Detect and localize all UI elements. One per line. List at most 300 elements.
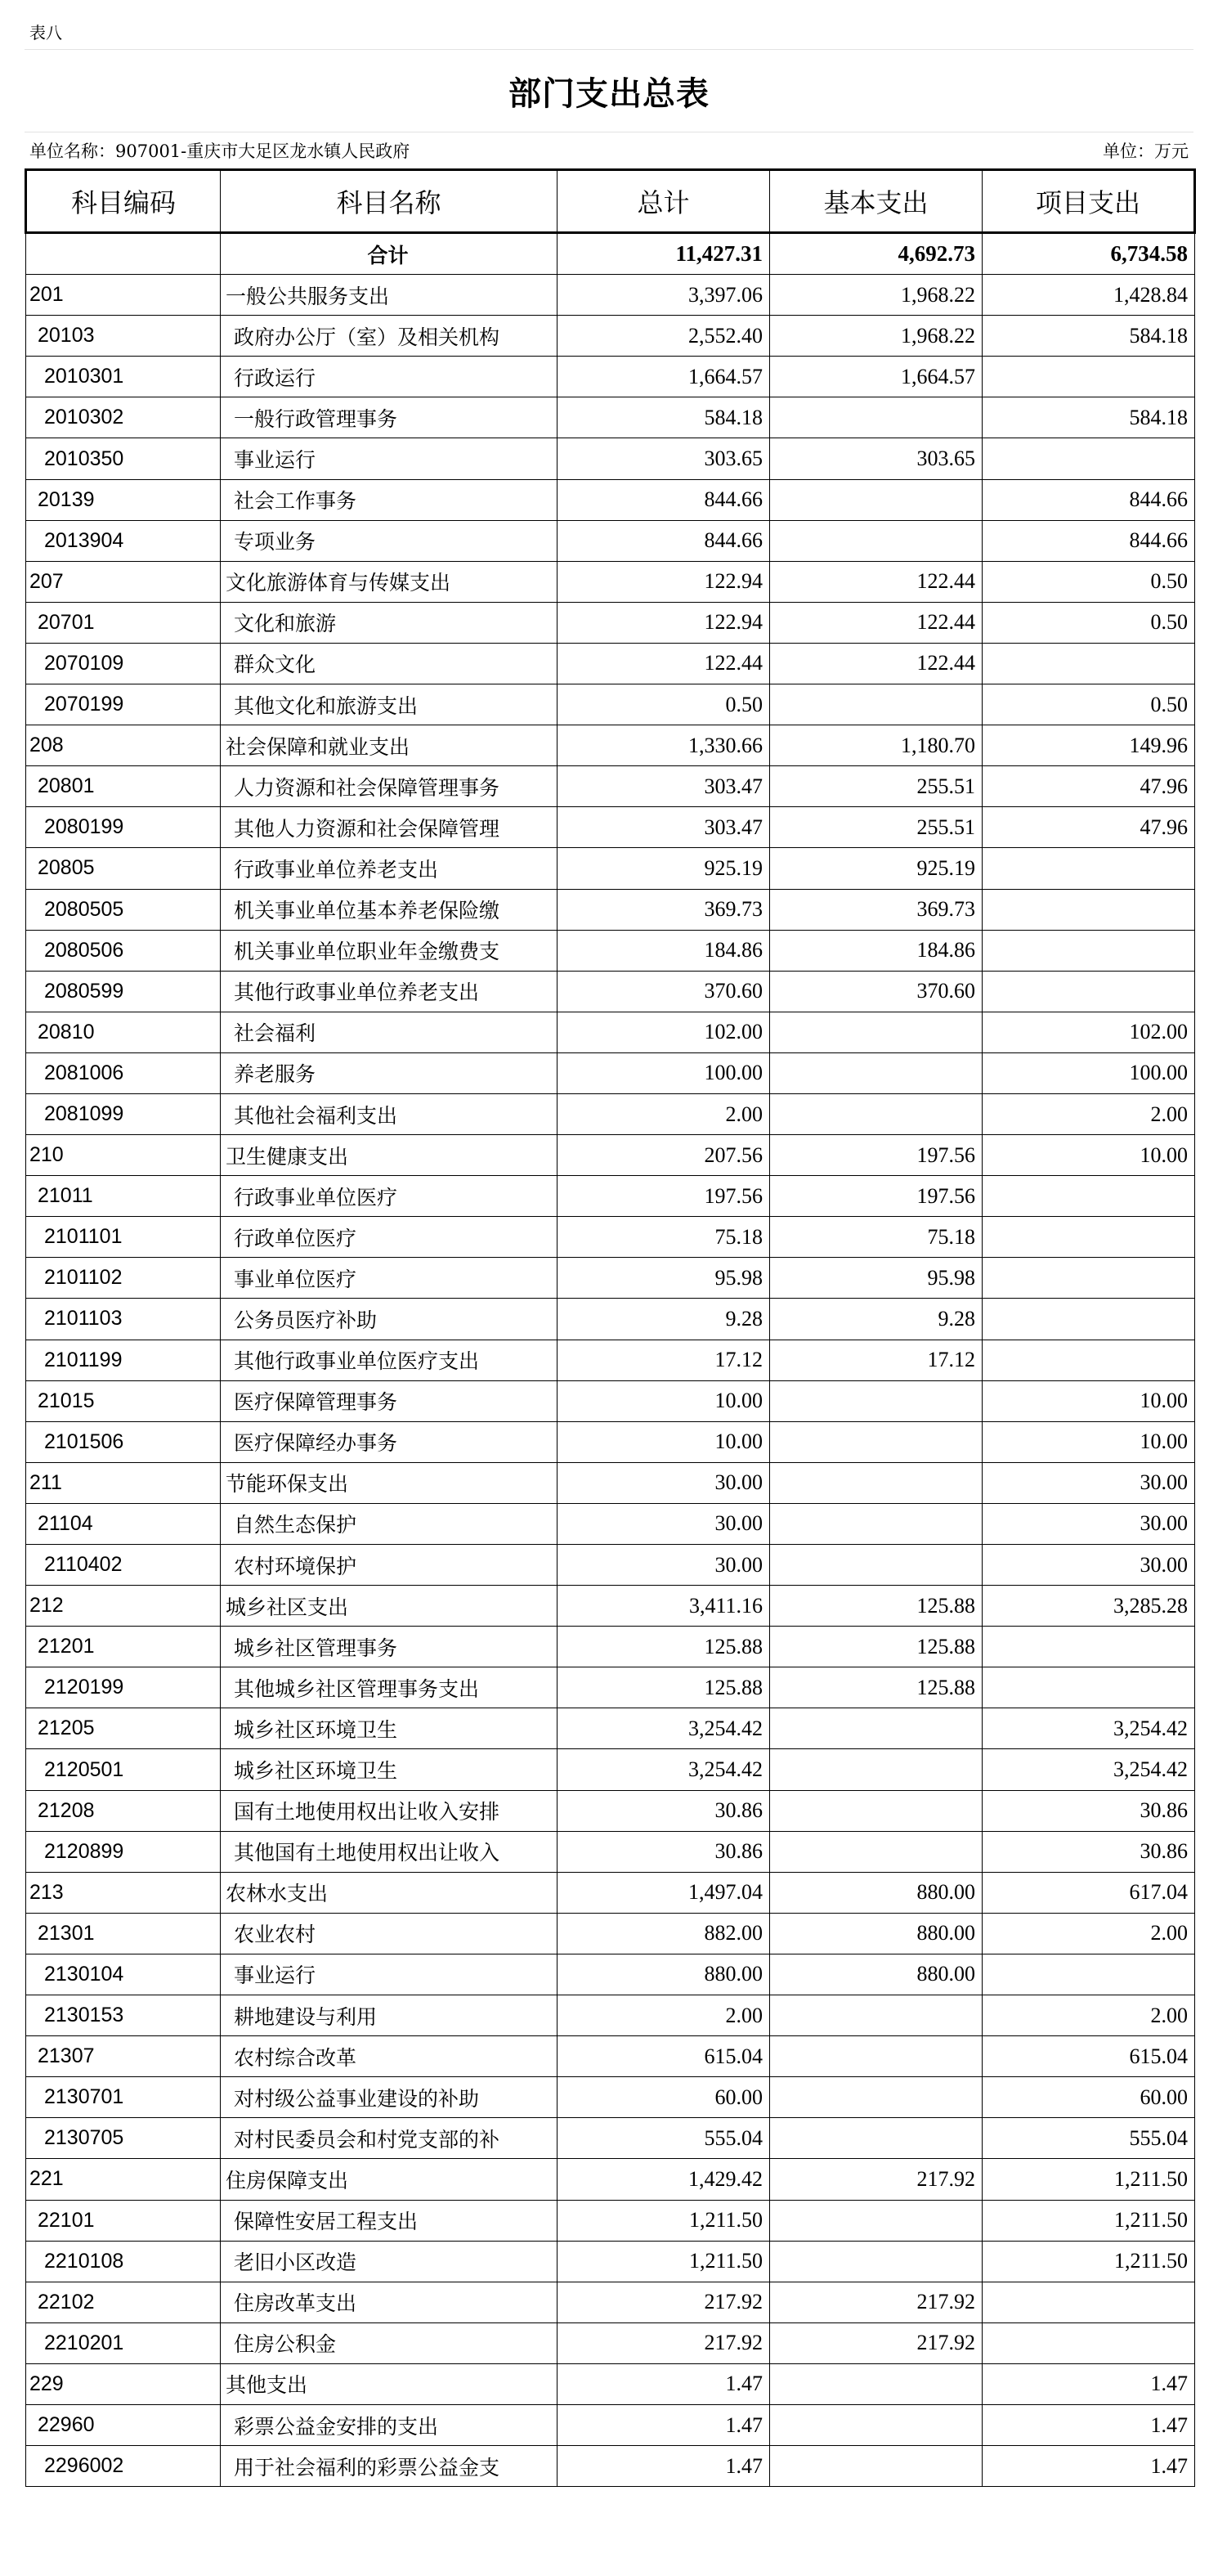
row-project: 47.96 (983, 807, 1195, 848)
row-code: 2130104 (26, 1954, 221, 1995)
table-row (26, 479, 1195, 520)
row-total: 197.56 (558, 1176, 770, 1217)
row-basic (770, 1462, 983, 1503)
table-row (26, 520, 1195, 561)
total-label: 合计 (221, 233, 558, 275)
total-basic: 4,692.73 (770, 233, 983, 275)
row-name: 一般行政管理事务 (221, 397, 558, 438)
row-name: 政府办公厅（室）及相关机构 (221, 316, 558, 357)
row-total: 9.28 (558, 1299, 770, 1340)
row-project (983, 848, 1195, 889)
row-total: 30.00 (558, 1462, 770, 1503)
row-basic: 303.65 (770, 438, 983, 479)
table-row (26, 561, 1195, 602)
header-project: 项目支出 (983, 170, 1195, 233)
row-total: 3,254.42 (558, 1749, 770, 1790)
row-total: 1,211.50 (558, 2200, 770, 2241)
row-basic: 122.44 (770, 561, 983, 602)
row-basic: 122.44 (770, 602, 983, 643)
row-code: 20801 (26, 766, 221, 807)
table-row (26, 1749, 1195, 1790)
table-row (26, 848, 1195, 889)
row-code: 2120899 (26, 1831, 221, 1872)
row-total: 125.88 (558, 1627, 770, 1667)
row-total: 30.86 (558, 1790, 770, 1831)
row-basic: 880.00 (770, 1954, 983, 1995)
expenditure-sheet (25, 16, 1193, 2487)
row-total: 184.86 (558, 930, 770, 971)
row-basic: 125.88 (770, 1627, 983, 1667)
table-row (26, 1421, 1195, 1462)
row-basic: 1,180.70 (770, 725, 983, 766)
row-basic (770, 1503, 983, 1544)
row-total: 303.65 (558, 438, 770, 479)
row-basic (770, 1749, 983, 1790)
row-name: 行政单位医疗 (221, 1217, 558, 1258)
row-name: 其他社会福利支出 (221, 1093, 558, 1134)
table-row (26, 1380, 1195, 1421)
table-row (26, 2077, 1195, 2118)
row-project (983, 1340, 1195, 1380)
row-code: 2101506 (26, 1421, 221, 1462)
row-basic: 122.44 (770, 643, 983, 684)
row-total: 2,552.40 (558, 316, 770, 357)
row-name: 社会保障和就业支出 (221, 725, 558, 766)
table-row (26, 438, 1195, 479)
row-code: 2081006 (26, 1052, 221, 1093)
row-name: 其他行政事业单位医疗支出 (221, 1340, 558, 1380)
row-name: 文化旅游体育与传媒支出 (221, 561, 558, 602)
row-name: 耕地建设与利用 (221, 1995, 558, 2036)
row-name: 机关事业单位基本养老保险缴 (221, 889, 558, 930)
row-code: 2101103 (26, 1299, 221, 1340)
row-code: 20701 (26, 602, 221, 643)
row-code: 208 (26, 725, 221, 766)
row-total: 217.92 (558, 2282, 770, 2322)
row-basic (770, 479, 983, 520)
row-code: 2081099 (26, 1093, 221, 1134)
row-project: 3,254.42 (983, 1708, 1195, 1749)
row-total: 217.92 (558, 2322, 770, 2363)
total-code-cell (26, 233, 221, 275)
row-project (983, 357, 1195, 397)
row-project: 584.18 (983, 316, 1195, 357)
table-row (26, 766, 1195, 807)
row-code: 22101 (26, 2200, 221, 2241)
table-row (26, 397, 1195, 438)
row-project: 102.00 (983, 1012, 1195, 1052)
row-name: 城乡社区管理事务 (221, 1627, 558, 1667)
row-basic (770, 1545, 983, 1586)
row-total: 102.00 (558, 1012, 770, 1052)
table-row (26, 807, 1195, 848)
row-project (983, 1217, 1195, 1258)
table-row (26, 1503, 1195, 1544)
row-code: 207 (26, 561, 221, 602)
row-code: 2130701 (26, 2077, 221, 2118)
page-title: 部门支出总表 (508, 74, 710, 113)
row-code: 21307 (26, 2036, 221, 2077)
row-name: 农村环境保护 (221, 1545, 558, 1586)
table-row (26, 1954, 1195, 1995)
row-name: 自然生态保护 (221, 1503, 558, 1544)
row-code: 210 (26, 1135, 221, 1176)
row-project (983, 889, 1195, 930)
row-basic: 125.88 (770, 1586, 983, 1627)
row-project: 0.50 (983, 561, 1195, 602)
row-code: 20103 (26, 316, 221, 357)
row-code: 229 (26, 2363, 221, 2404)
row-project: 30.00 (983, 1545, 1195, 1586)
row-project (983, 1627, 1195, 1667)
row-project: 2.00 (983, 1093, 1195, 1134)
row-basic: 197.56 (770, 1135, 983, 1176)
row-project (983, 1258, 1195, 1299)
row-code: 2010350 (26, 438, 221, 479)
row-total: 1,211.50 (558, 2241, 770, 2282)
row-project: 844.66 (983, 520, 1195, 561)
row-basic (770, 684, 983, 725)
row-total: 30.86 (558, 1831, 770, 1872)
table-row (26, 1176, 1195, 1217)
row-name: 行政事业单位养老支出 (221, 848, 558, 889)
row-code: 20805 (26, 848, 221, 889)
expenditure-table (25, 168, 1196, 2487)
row-basic (770, 1052, 983, 1093)
row-total: 122.44 (558, 643, 770, 684)
table-row (26, 1995, 1195, 2036)
row-project: 149.96 (983, 725, 1195, 766)
table-row (26, 1586, 1195, 1627)
table-row (26, 1299, 1195, 1340)
row-total: 584.18 (558, 397, 770, 438)
row-total: 370.60 (558, 971, 770, 1012)
row-name: 用于社会福利的彩票公益金支 (221, 2446, 558, 2487)
row-total: 1,664.57 (558, 357, 770, 397)
row-basic (770, 2118, 983, 2159)
header-total: 总计 (558, 170, 770, 233)
row-basic: 17.12 (770, 1340, 983, 1380)
row-project: 2.00 (983, 1995, 1195, 2036)
row-total: 60.00 (558, 2077, 770, 2118)
row-total: 303.47 (558, 766, 770, 807)
row-total: 75.18 (558, 1217, 770, 1258)
row-code: 212 (26, 1586, 221, 1627)
row-name: 社会福利 (221, 1012, 558, 1052)
row-basic (770, 397, 983, 438)
row-project (983, 1954, 1195, 1995)
row-total: 2.00 (558, 1093, 770, 1134)
row-total: 303.47 (558, 807, 770, 848)
row-total: 122.94 (558, 602, 770, 643)
unit-name: 单位名称：907001-重庆市大足区龙水镇人民政府 (29, 141, 410, 161)
table-row (26, 1708, 1195, 1749)
row-total: 2.00 (558, 1995, 770, 2036)
total-row (26, 233, 1195, 275)
row-total: 1.47 (558, 2363, 770, 2404)
row-project: 30.86 (983, 1790, 1195, 1831)
row-name: 城乡社区环境卫生 (221, 1708, 558, 1749)
row-project: 10.00 (983, 1135, 1195, 1176)
row-basic (770, 1012, 983, 1052)
row-project: 30.00 (983, 1503, 1195, 1544)
row-name: 住房保障支出 (221, 2159, 558, 2200)
row-name: 其他人力资源和社会保障管理 (221, 807, 558, 848)
row-code: 21104 (26, 1503, 221, 1544)
row-name: 其他行政事业单位养老支出 (221, 971, 558, 1012)
row-project: 100.00 (983, 1052, 1195, 1093)
row-basic: 255.51 (770, 807, 983, 848)
row-code: 20810 (26, 1012, 221, 1052)
row-code: 221 (26, 2159, 221, 2200)
row-total: 95.98 (558, 1258, 770, 1299)
table-row (26, 316, 1195, 357)
row-code: 2101101 (26, 1217, 221, 1258)
row-basic (770, 2446, 983, 2487)
row-name: 事业运行 (221, 1954, 558, 1995)
table-row (26, 2241, 1195, 2282)
table-row (26, 643, 1195, 684)
row-code: 2130153 (26, 1995, 221, 2036)
table-row (26, 602, 1195, 643)
row-code: 201 (26, 275, 221, 316)
row-basic: 369.73 (770, 889, 983, 930)
table-row (26, 684, 1195, 725)
table-row (26, 1872, 1195, 1913)
total-project: 6,734.58 (983, 233, 1195, 275)
row-total: 844.66 (558, 479, 770, 520)
row-code: 21205 (26, 1708, 221, 1749)
table-row (26, 1012, 1195, 1052)
row-name: 其他支出 (221, 2363, 558, 2404)
row-project: 30.00 (983, 1462, 1195, 1503)
table-row (26, 2446, 1195, 2487)
row-basic (770, 1831, 983, 1872)
table-row (26, 2282, 1195, 2322)
row-name: 对村民委员会和村党支部的补 (221, 2118, 558, 2159)
row-name: 彩票公益金安排的支出 (221, 2404, 558, 2445)
table-row (26, 725, 1195, 766)
row-name: 城乡社区环境卫生 (221, 1749, 558, 1790)
table-row (26, 1340, 1195, 1380)
row-project: 615.04 (983, 2036, 1195, 2077)
row-name: 节能环保支出 (221, 1462, 558, 1503)
row-basic (770, 1421, 983, 1462)
row-basic (770, 2363, 983, 2404)
table-number-label: 表八 (25, 16, 1193, 50)
row-code: 2120501 (26, 1749, 221, 1790)
row-code: 2070199 (26, 684, 221, 725)
table-row (26, 2200, 1195, 2241)
row-project: 47.96 (983, 766, 1195, 807)
row-name: 医疗保障管理事务 (221, 1380, 558, 1421)
row-name: 社会工作事务 (221, 479, 558, 520)
row-name: 农林水支出 (221, 1872, 558, 1913)
row-code: 20139 (26, 479, 221, 520)
row-name: 公务员医疗补助 (221, 1299, 558, 1340)
row-basic: 217.92 (770, 2322, 983, 2363)
row-name: 其他城乡社区管理事务支出 (221, 1667, 558, 1708)
row-total: 10.00 (558, 1380, 770, 1421)
row-name: 国有土地使用权出让收入安排 (221, 1790, 558, 1831)
row-basic (770, 1380, 983, 1421)
row-project (983, 971, 1195, 1012)
row-basic (770, 2077, 983, 2118)
table-row (26, 357, 1195, 397)
row-project: 1,211.50 (983, 2200, 1195, 2241)
row-total: 880.00 (558, 1954, 770, 1995)
row-name: 医疗保障经办事务 (221, 1421, 558, 1462)
row-code: 21011 (26, 1176, 221, 1217)
row-code: 2010301 (26, 357, 221, 397)
row-project: 584.18 (983, 397, 1195, 438)
row-total: 555.04 (558, 2118, 770, 2159)
row-code: 2210201 (26, 2322, 221, 2363)
table-row (26, 1052, 1195, 1093)
row-code: 213 (26, 1872, 221, 1913)
row-total: 100.00 (558, 1052, 770, 1093)
row-basic (770, 1093, 983, 1134)
row-project (983, 438, 1195, 479)
row-project (983, 1176, 1195, 1217)
row-project: 1,211.50 (983, 2159, 1195, 2200)
row-code: 2110402 (26, 1545, 221, 1586)
row-project: 3,254.42 (983, 1749, 1195, 1790)
row-basic: 880.00 (770, 1913, 983, 1954)
row-project: 10.00 (983, 1421, 1195, 1462)
row-name: 农村综合改革 (221, 2036, 558, 2077)
row-code: 22960 (26, 2404, 221, 2445)
unit-info-row (25, 132, 1193, 168)
row-name: 卫生健康支出 (221, 1135, 558, 1176)
row-code: 2080199 (26, 807, 221, 848)
row-project (983, 1299, 1195, 1340)
row-basic: 95.98 (770, 1258, 983, 1299)
row-basic: 1,968.22 (770, 316, 983, 357)
row-total: 369.73 (558, 889, 770, 930)
row-name: 一般公共服务支出 (221, 275, 558, 316)
row-basic: 370.60 (770, 971, 983, 1012)
row-basic (770, 520, 983, 561)
table-row (26, 1135, 1195, 1176)
row-project: 617.04 (983, 1872, 1195, 1913)
row-total: 30.00 (558, 1503, 770, 1544)
row-code: 2130705 (26, 2118, 221, 2159)
row-total: 207.56 (558, 1135, 770, 1176)
row-basic (770, 2200, 983, 2241)
row-project: 60.00 (983, 2077, 1195, 2118)
table-row (26, 2159, 1195, 2200)
row-project (983, 643, 1195, 684)
row-project: 1.47 (983, 2404, 1195, 2445)
row-basic: 125.88 (770, 1667, 983, 1708)
table-row (26, 2322, 1195, 2363)
row-basic (770, 1790, 983, 1831)
row-code: 2101102 (26, 1258, 221, 1299)
row-basic: 9.28 (770, 1299, 983, 1340)
table-row (26, 1258, 1195, 1299)
row-name: 农业农村 (221, 1913, 558, 1954)
row-code: 2080599 (26, 971, 221, 1012)
table-row (26, 1217, 1195, 1258)
table-row (26, 1093, 1195, 1134)
row-basic: 197.56 (770, 1176, 983, 1217)
row-code: 2120199 (26, 1667, 221, 1708)
row-project (983, 2322, 1195, 2363)
row-project: 2.00 (983, 1913, 1195, 1954)
row-code: 2070109 (26, 643, 221, 684)
row-project: 555.04 (983, 2118, 1195, 2159)
currency-unit: 单位：万元 (1103, 141, 1189, 161)
row-total: 3,254.42 (558, 1708, 770, 1749)
row-basic: 1,968.22 (770, 275, 983, 316)
row-total: 122.94 (558, 561, 770, 602)
row-basic: 1,664.57 (770, 357, 983, 397)
row-basic: 217.92 (770, 2282, 983, 2322)
row-name: 其他国有土地使用权出让收入 (221, 1831, 558, 1872)
row-project: 0.50 (983, 602, 1195, 643)
row-total: 615.04 (558, 2036, 770, 2077)
row-basic (770, 1995, 983, 2036)
row-name: 行政运行 (221, 357, 558, 397)
row-code: 2080505 (26, 889, 221, 930)
row-total: 1,429.42 (558, 2159, 770, 2200)
row-basic (770, 2241, 983, 2282)
row-code: 22102 (26, 2282, 221, 2322)
row-code: 2210108 (26, 2241, 221, 2282)
row-project: 0.50 (983, 684, 1195, 725)
row-total: 1.47 (558, 2404, 770, 2445)
row-name: 住房公积金 (221, 2322, 558, 2363)
table-row (26, 1545, 1195, 1586)
row-project: 844.66 (983, 479, 1195, 520)
row-project (983, 1667, 1195, 1708)
row-code: 21015 (26, 1380, 221, 1421)
row-total: 3,411.16 (558, 1586, 770, 1627)
row-project (983, 2282, 1195, 2322)
row-name: 事业运行 (221, 438, 558, 479)
row-project: 1,428.84 (983, 275, 1195, 316)
row-code: 21301 (26, 1913, 221, 1954)
row-total: 1,497.04 (558, 1872, 770, 1913)
row-total: 17.12 (558, 1340, 770, 1380)
row-basic (770, 1708, 983, 1749)
row-name: 住房改革支出 (221, 2282, 558, 2322)
row-name: 群众文化 (221, 643, 558, 684)
row-basic: 75.18 (770, 1217, 983, 1258)
row-name: 对村级公益事业建设的补助 (221, 2077, 558, 2118)
row-code: 2010302 (26, 397, 221, 438)
table-row (26, 2118, 1195, 2159)
row-name: 其他文化和旅游支出 (221, 684, 558, 725)
row-code: 2296002 (26, 2446, 221, 2487)
row-code: 2101199 (26, 1340, 221, 1380)
table-row (26, 930, 1195, 971)
row-code: 2013904 (26, 520, 221, 561)
row-code: 21208 (26, 1790, 221, 1831)
table-row (26, 1790, 1195, 1831)
table-row (26, 1667, 1195, 1708)
row-name: 城乡社区支出 (221, 1586, 558, 1627)
row-project: 3,285.28 (983, 1586, 1195, 1627)
row-project: 1.47 (983, 2446, 1195, 2487)
row-total: 3,397.06 (558, 275, 770, 316)
row-project: 1.47 (983, 2363, 1195, 2404)
table-row (26, 275, 1195, 316)
row-basic: 184.86 (770, 930, 983, 971)
row-name: 保障性安居工程支出 (221, 2200, 558, 2241)
row-total: 1.47 (558, 2446, 770, 2487)
